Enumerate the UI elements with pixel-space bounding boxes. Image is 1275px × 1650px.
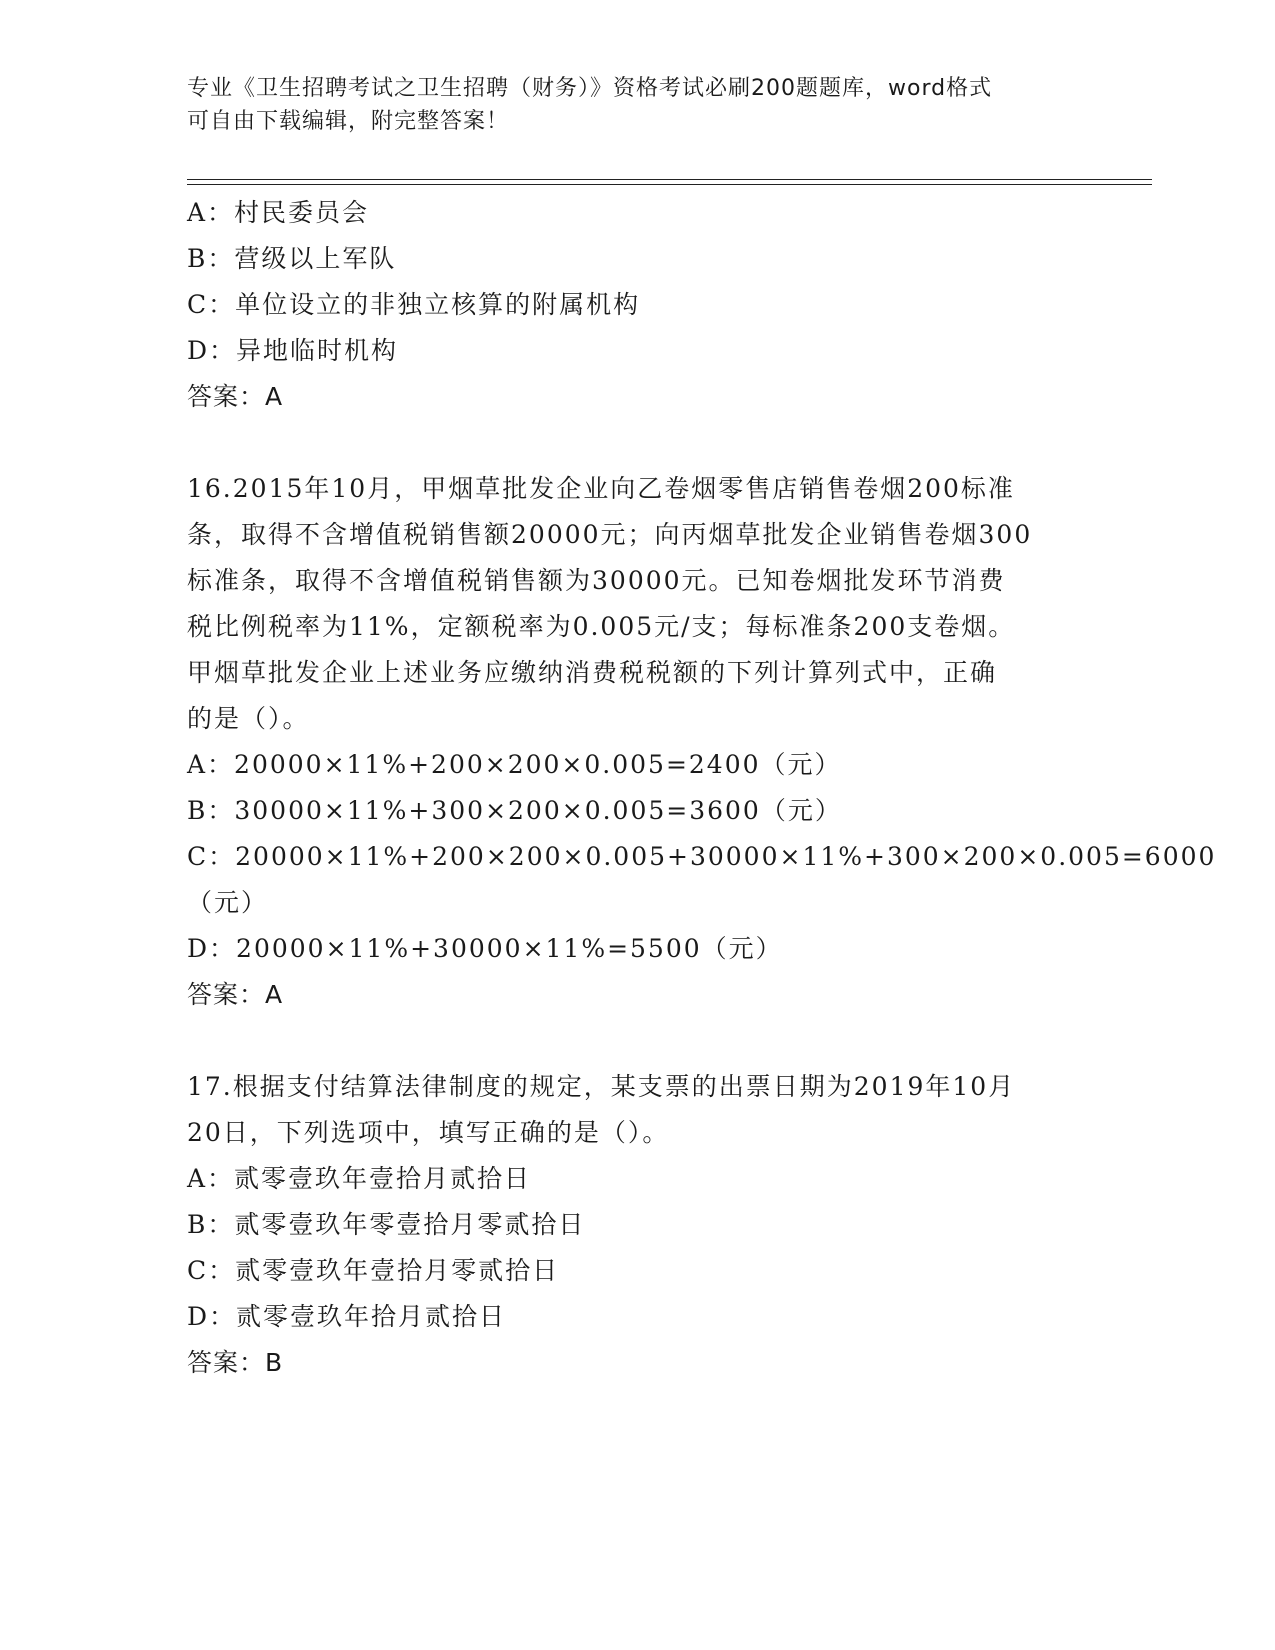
option-d: D：20000×11%+30000×11%=5500（元） xyxy=(187,934,783,963)
answer: 答案：A xyxy=(187,382,284,411)
option-a: A：贰零壹玖年壹拾月贰拾日 xyxy=(187,1164,532,1193)
option-b: B：贰零壹玖年零壹拾月零贰拾日 xyxy=(187,1210,586,1239)
question-line: 税比例税率为11%，定额税率为0.005元/支；每标准条200支卷烟。 xyxy=(187,612,1016,641)
spacer xyxy=(187,1018,1107,1064)
question-line: 标准条，取得不含增值税销售额为30000元。已知卷烟批发环节消费 xyxy=(187,566,1006,595)
option-b: B：30000×11%+300×200×0.005=3600（元） xyxy=(187,796,842,825)
option-c: C：单位设立的非独立核算的附属机构 xyxy=(187,290,641,319)
question-text xyxy=(187,466,1107,742)
document-body xyxy=(187,190,1217,1386)
header-rule-top xyxy=(187,179,1152,180)
option-b: B：营级以上军队 xyxy=(187,244,397,273)
answer: 答案：A xyxy=(187,980,284,1009)
option-c: C：20000×11%+200×200×0.005+30000×11%+300×200×0.005=6000 xyxy=(187,842,1217,871)
option-a: A：村民委员会 xyxy=(187,198,370,227)
header-line-1: 专业《卫生招聘考试之卫生招聘（财务）》资格考试必刷200题题库，word格式 xyxy=(187,76,993,101)
document-header xyxy=(187,72,1087,138)
question-line: 17.根据支付结算法律制度的规定，某支票的出票日期为2019年10月 xyxy=(187,1072,1016,1101)
answer: 答案：B xyxy=(187,1348,284,1377)
question-line: 条，取得不含增值税销售额20000元；向丙烟草批发企业销售卷烟300 xyxy=(187,520,1033,549)
question-line: 20日，下列选项中，填写正确的是（）。 xyxy=(187,1118,670,1147)
question-text xyxy=(187,1064,1107,1156)
header-line-2: 可自由下载编辑，附完整答案！ xyxy=(187,109,510,134)
question-15 xyxy=(187,190,1107,420)
option-d: D：异地临时机构 xyxy=(187,336,399,365)
question-16 xyxy=(187,466,1217,1018)
header-rule-bottom xyxy=(187,184,1152,185)
spacer xyxy=(187,420,1107,466)
option-c: C：贰零壹玖年壹拾月零贰拾日 xyxy=(187,1256,560,1285)
question-line: 甲烟草批发企业上述业务应缴纳消费税税额的下列计算列式中，正确 xyxy=(187,658,998,687)
option-a: A：20000×11%+200×200×0.005=2400（元） xyxy=(187,750,842,779)
question-line: 16.2015年10月，甲烟草批发企业向乙卷烟零售店销售卷烟200标准 xyxy=(187,474,1015,503)
option-d: D：贰零壹玖年拾月贰拾日 xyxy=(187,1302,507,1331)
question-line: 的是（）。 xyxy=(187,704,310,733)
option-c-continued: （元） xyxy=(187,888,269,917)
question-17 xyxy=(187,1064,1107,1386)
